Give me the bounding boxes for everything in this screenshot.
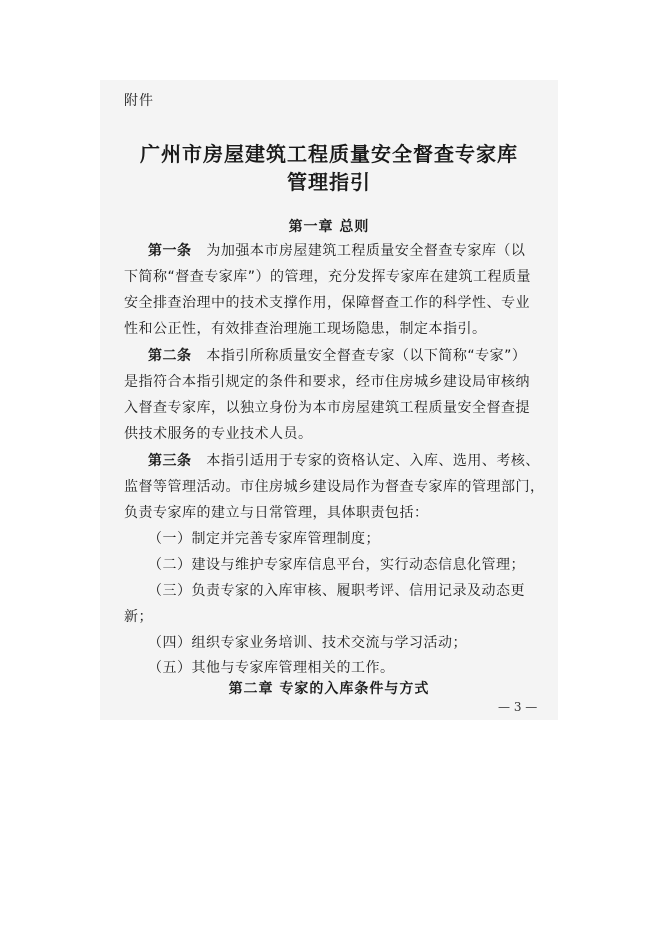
article-1-text: 为加强本市房屋建筑工程质量安全督查专家库（以 xyxy=(206,243,526,259)
article-1-first-line xyxy=(148,240,525,260)
article-3-text: 本指引适用于专家的资格认定、入库、选用、考核、 xyxy=(206,453,540,469)
article-2-heading: 第二条 xyxy=(148,348,192,364)
chapter-heading-1: 第一章 总则 xyxy=(288,219,370,235)
duty-item-3: （三）负责专家的入库审核、履职考评、信用记录及动态更 xyxy=(148,583,525,599)
document-page xyxy=(100,80,558,720)
article-1-line: 下简称“督查专家库”）的管理，充分发挥专家库在建筑工程质量 xyxy=(124,269,532,285)
article-1-heading: 第一条 xyxy=(148,243,192,259)
article-3-first-line xyxy=(148,450,540,470)
document-title-line2: 管理指引 xyxy=(287,170,371,194)
article-2-text: 本指引所称质量安全督查专家（以下简称“专家”） xyxy=(206,348,527,364)
duty-item-4: （四）组织专家业务培训、技术交流与学习活动； xyxy=(148,635,467,651)
article-2-first-line xyxy=(148,345,526,365)
article-2-line: 是指符合本指引规定的条件和要求，经市住房城乡建设局审核纳 xyxy=(124,374,530,390)
article-2-line: 供技术服务的专业技术人员。 xyxy=(124,426,313,442)
article-1-line: 安全排查治理中的技术支撑作用，保障督查工作的科学性、专业 xyxy=(124,295,530,311)
article-3-line: 负责专家库的建立与日常管理，具体职责包括： xyxy=(124,505,429,521)
document-title-line1: 广州市房屋建筑工程质量安全督查专家库 xyxy=(140,142,518,166)
article-3-heading: 第三条 xyxy=(148,453,192,469)
duty-item-5: （五）其他与专家库管理相关的工作。 xyxy=(148,660,395,676)
duty-item-3-continued: 新； xyxy=(124,609,153,625)
article-2-line: 入督查专家库，以独立身份为本市房屋建筑工程质量安全督查提 xyxy=(124,400,530,416)
duty-item-1: （一）制定并完善专家库管理制度； xyxy=(148,531,380,547)
article-3-line: 监督等管理活动。市住房城乡建设局作为督查专家库的管理部门， xyxy=(124,479,545,495)
chapter-heading-2: 第二章 专家的入库条件与方式 xyxy=(228,681,430,697)
duty-item-2: （二）建设与维护专家库信息平台，实行动态信息化管理； xyxy=(148,557,525,573)
page-number: — 3 — xyxy=(498,700,538,714)
article-1-line: 性和公正性，有效排查治理施工现场隐患，制定本指引。 xyxy=(124,321,487,337)
attachment-label: 附件 xyxy=(124,93,154,109)
